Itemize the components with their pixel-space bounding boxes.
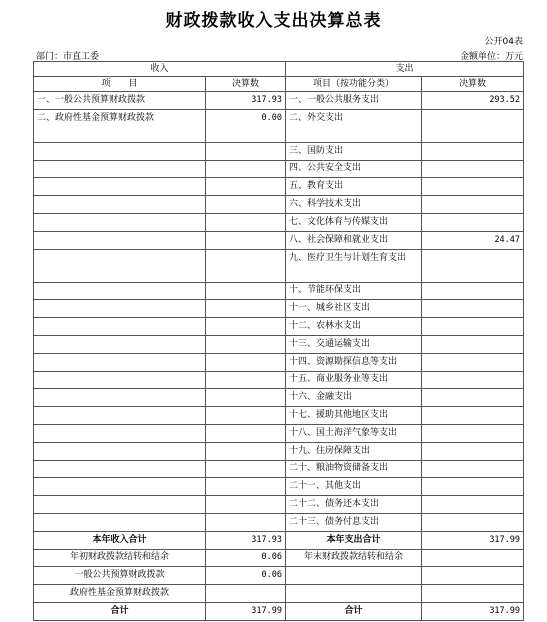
- expense-item-label: 三、国防支出: [286, 142, 422, 160]
- empty-cell: [206, 282, 286, 300]
- expense-item-value: [422, 213, 524, 231]
- table-row: [34, 335, 524, 353]
- column-header-item: 项 目: [34, 77, 206, 92]
- expense-item-label: 六、科学技术支出: [286, 196, 422, 214]
- empty-cell: [206, 513, 286, 531]
- income-item-value: 0.00: [206, 109, 286, 142]
- end-balance-label: 年末财政拨款结转和结余: [286, 549, 422, 567]
- budget-table: [33, 61, 524, 621]
- expense-item-label: 十一、城乡社区支出: [286, 300, 422, 318]
- expense-item-value: [422, 407, 524, 425]
- table-row: [34, 109, 524, 142]
- grand-total-income-value: 317.99: [206, 602, 286, 620]
- grand-total-label: 合计: [34, 602, 206, 620]
- column-header-amount2: 决算数: [422, 77, 524, 92]
- expense-item-label: 二十二、债务还本支出: [286, 496, 422, 514]
- summary-row: [34, 531, 524, 549]
- empty-cell: [286, 567, 422, 585]
- grand-total-expense-value: 317.99: [422, 602, 524, 620]
- empty-cell: [206, 231, 286, 249]
- expense-item-label: 十、节能环保支出: [286, 282, 422, 300]
- empty-cell: [206, 424, 286, 442]
- expense-item-value: [422, 389, 524, 407]
- gov-fund-value: [206, 585, 286, 603]
- empty-cell: [34, 178, 206, 196]
- page-title: 财政拨款收入支出决算总表: [165, 11, 382, 31]
- table-row: [34, 442, 524, 460]
- empty-cell: [422, 567, 524, 585]
- department-label: 部门：市直工委: [36, 52, 100, 62]
- section-header-row: [34, 62, 524, 77]
- empty-cell: [206, 213, 286, 231]
- expense-item-value: [422, 496, 524, 514]
- expense-item-value: [422, 513, 524, 531]
- grand-total-label-expense: 合计: [286, 602, 422, 620]
- empty-cell: [422, 585, 524, 603]
- expense-item-label: 十六、金融支出: [286, 389, 422, 407]
- expense-item-value: [422, 318, 524, 336]
- empty-cell: [286, 585, 422, 603]
- empty-cell: [34, 513, 206, 531]
- expense-item-label: 十九、住房保障支出: [286, 442, 422, 460]
- gov-fund-label: 政府性基金预算财政拨款: [34, 585, 206, 603]
- empty-cell: [34, 231, 206, 249]
- expense-item-value: [422, 300, 524, 318]
- table-row: [34, 371, 524, 389]
- expense-section-header: 支出: [286, 62, 524, 77]
- income-item-label: 二、政府性基金预算财政拨款: [34, 109, 206, 142]
- empty-cell: [34, 407, 206, 425]
- year-expense-total-value: 317.99: [422, 531, 524, 549]
- table-row: [34, 282, 524, 300]
- empty-cell: [206, 407, 286, 425]
- table-row: [34, 142, 524, 160]
- empty-cell: [206, 318, 286, 336]
- expense-item-label: 二十一、其他支出: [286, 478, 422, 496]
- expense-item-value: [422, 178, 524, 196]
- empty-cell: [206, 460, 286, 478]
- empty-cell: [34, 442, 206, 460]
- expense-item-value: [422, 353, 524, 371]
- expense-item-label: 四、公共安全支出: [286, 160, 422, 178]
- empty-cell: [206, 178, 286, 196]
- empty-cell: [34, 335, 206, 353]
- empty-cell: [34, 300, 206, 318]
- end-balance-value: [422, 549, 524, 567]
- empty-cell: [206, 389, 286, 407]
- expense-item-label: 十三、交通运输支出: [286, 335, 422, 353]
- empty-cell: [206, 160, 286, 178]
- general-budget-value: 0.06: [206, 567, 286, 585]
- summary-row: [34, 567, 524, 585]
- expense-item-label: 七、文化体育与传媒支出: [286, 213, 422, 231]
- expense-item-label: 二十、粮油物资储备支出: [286, 460, 422, 478]
- expense-item-value: 293.52: [422, 92, 524, 110]
- empty-cell: [206, 196, 286, 214]
- general-budget-label: 一般公共预算财政拨款: [34, 567, 206, 585]
- table-row: [34, 318, 524, 336]
- expense-item-value: [422, 109, 524, 142]
- empty-cell: [34, 142, 206, 160]
- table-row: [34, 496, 524, 514]
- summary-row: [34, 585, 524, 603]
- begin-balance-value: 0.06: [206, 549, 286, 567]
- empty-cell: [34, 460, 206, 478]
- empty-cell: [206, 249, 286, 282]
- income-item-value: 317.93: [206, 92, 286, 110]
- expense-item-label: 一、一般公共服务支出: [286, 92, 422, 110]
- expense-item-value: [422, 196, 524, 214]
- income-item-label: 一、一般公共预算财政拨款: [34, 92, 206, 110]
- table-row: [34, 353, 524, 371]
- empty-cell: [206, 353, 286, 371]
- expense-item-label: 十四、资源勘探信息等支出: [286, 353, 422, 371]
- table-row: [34, 231, 524, 249]
- year-income-total-label: 本年收入合计: [34, 531, 206, 549]
- table-row: [34, 460, 524, 478]
- unit-label: 金额单位：万元: [459, 52, 523, 62]
- table-row: [34, 424, 524, 442]
- empty-cell: [34, 249, 206, 282]
- expense-item-label: 十五、商业服务业等支出: [286, 371, 422, 389]
- expense-item-label: 十二、农林水支出: [286, 318, 422, 336]
- empty-cell: [206, 142, 286, 160]
- expense-item-label: 九、医疗卫生与计划生育支出: [286, 249, 422, 282]
- empty-cell: [34, 424, 206, 442]
- empty-cell: [34, 478, 206, 496]
- empty-cell: [206, 300, 286, 318]
- table-row: [34, 300, 524, 318]
- table-row: [34, 249, 524, 282]
- income-section-header: 收入: [34, 62, 286, 77]
- expense-item-value: [422, 478, 524, 496]
- empty-cell: [34, 353, 206, 371]
- table-row: [34, 389, 524, 407]
- table-row: [34, 160, 524, 178]
- table-row: [34, 407, 524, 425]
- empty-cell: [206, 442, 286, 460]
- table-row: [34, 178, 524, 196]
- expense-item-label: 五、教育支出: [286, 178, 422, 196]
- empty-cell: [34, 496, 206, 514]
- expense-item-value: [422, 249, 524, 282]
- year-income-total-value: 317.93: [206, 531, 286, 549]
- empty-cell: [34, 213, 206, 231]
- empty-cell: [206, 371, 286, 389]
- expense-item-label: 八、社会保障和就业支出: [286, 231, 422, 249]
- empty-cell: [206, 335, 286, 353]
- empty-cell: [34, 371, 206, 389]
- expense-item-label: 十七、援助其他地区支出: [286, 407, 422, 425]
- expense-item-value: [422, 371, 524, 389]
- empty-cell: [34, 282, 206, 300]
- column-header-row: [34, 77, 524, 92]
- empty-cell: [34, 318, 206, 336]
- expense-item-label: 十八、国土海洋气象等支出: [286, 424, 422, 442]
- expense-item-value: [422, 460, 524, 478]
- form-number: 公开04表: [484, 37, 523, 47]
- table-row: [34, 92, 524, 110]
- empty-cell: [34, 160, 206, 178]
- begin-balance-label: 年初财政拨款结转和结余: [34, 549, 206, 567]
- column-header-amount: 决算数: [206, 77, 286, 92]
- expense-item-value: 24.47: [422, 231, 524, 249]
- table-row: [34, 513, 524, 531]
- expense-item-value: [422, 442, 524, 460]
- expense-item-label: 二十三、债务付息支出: [286, 513, 422, 531]
- expense-item-label: 二、外交支出: [286, 109, 422, 142]
- summary-row: [34, 549, 524, 567]
- expense-item-value: [422, 282, 524, 300]
- table-row: [34, 478, 524, 496]
- empty-cell: [206, 478, 286, 496]
- expense-item-value: [422, 142, 524, 160]
- expense-item-value: [422, 160, 524, 178]
- empty-cell: [34, 389, 206, 407]
- column-header-item-func: 项目（按功能分类）: [286, 77, 422, 92]
- table-row: [34, 196, 524, 214]
- summary-row: [34, 602, 524, 620]
- expense-item-value: [422, 335, 524, 353]
- table-row: [34, 213, 524, 231]
- empty-cell: [34, 196, 206, 214]
- empty-cell: [206, 496, 286, 514]
- year-expense-total-label: 本年支出合计: [286, 531, 422, 549]
- expense-item-value: [422, 424, 524, 442]
